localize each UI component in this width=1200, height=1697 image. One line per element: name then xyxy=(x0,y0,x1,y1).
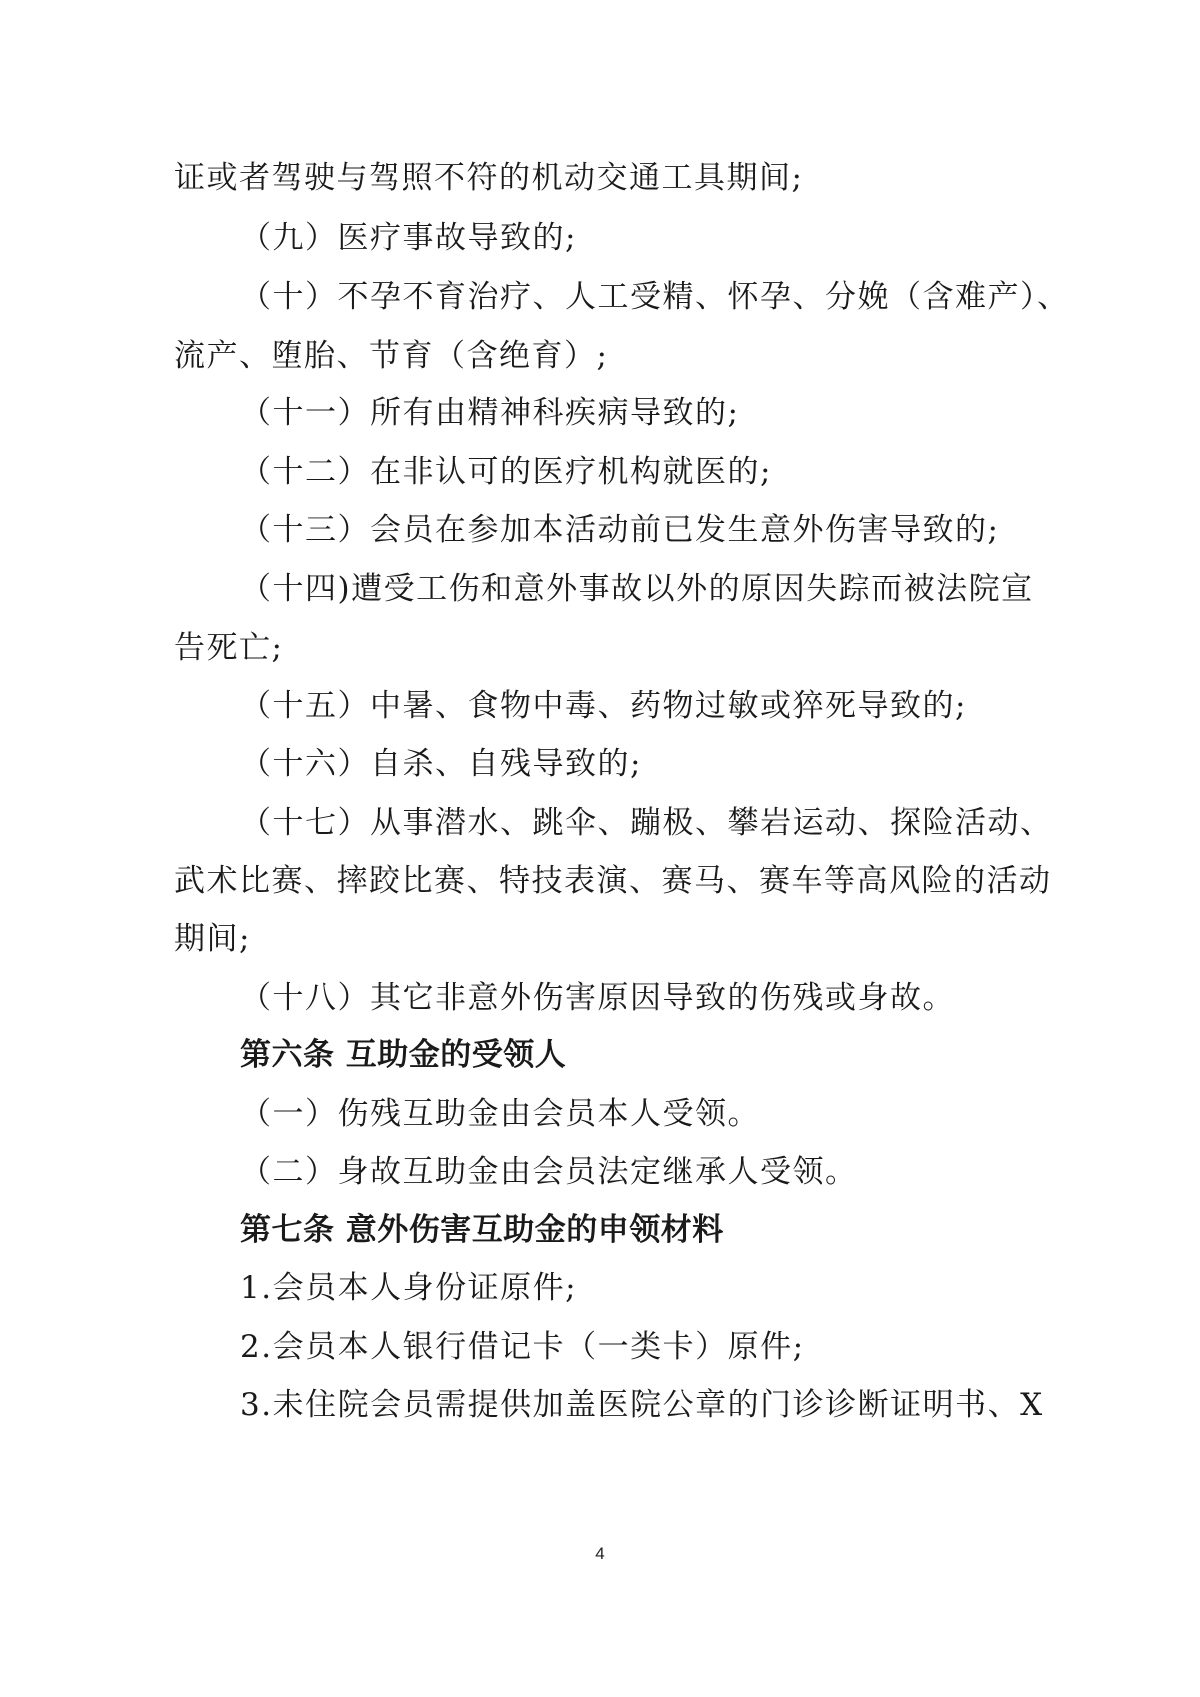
text-line-9: 告死亡; xyxy=(174,630,284,666)
page-number: 4 xyxy=(595,1544,605,1563)
text-line-10: （十五）中暑、食物中毒、药物过敏或猝死导致的; xyxy=(240,688,967,724)
text-line-2: （九）医疗事故导致的; xyxy=(240,220,577,256)
text-line-8: （十四)遭受工伤和意外事故以外的原因失踪而被法院宣 xyxy=(240,571,1034,607)
text-line-12: （十七）从事潜水、跳伞、蹦极、攀岩运动、探险活动、 xyxy=(240,805,1053,841)
text-line-21: 2.会员本人银行借记卡（一类卡）原件; xyxy=(240,1329,805,1365)
text-line-7: （十三）会员在参加本活动前已发生意外伤害导致的; xyxy=(240,512,1000,548)
section-heading-7: 第七条 意外伤害互助金的申领材料 xyxy=(240,1212,724,1248)
text-line-6: （十二）在非认可的医疗机构就医的; xyxy=(240,454,772,490)
text-line-22: 3.未住院会员需提供加盖医院公章的门诊诊断证明书、X xyxy=(240,1387,1044,1423)
text-line-1: 证或者驾驶与驾照不符的机动交通工具期间; xyxy=(174,160,804,196)
text-line-4: 流产、堕胎、节育（含绝育）; xyxy=(174,338,609,374)
text-line-13: 武术比赛、摔跤比赛、特技表演、赛马、赛车等高风险的活动 xyxy=(174,863,1052,899)
section-heading-6: 第六条 互助金的受领人 xyxy=(240,1037,567,1073)
text-line-20: 1.会员本人身份证原件; xyxy=(240,1270,578,1306)
text-line-15: （十八）其它非意外伤害原因导致的伤残或身故。 xyxy=(240,980,955,1016)
text-line-18: （二）身故互助金由会员法定继承人受领。 xyxy=(240,1154,858,1190)
text-line-11: （十六）自杀、自残导致的; xyxy=(240,746,642,782)
text-line-14: 期间; xyxy=(174,921,251,957)
text-line-3: （十）不孕不育治疗、人工受精、怀孕、分娩（含难产）、 xyxy=(240,279,1070,315)
text-line-17: （一）伤残互助金由会员本人受领。 xyxy=(240,1096,760,1132)
text-line-5: （十一）所有由精神科疾病导致的; xyxy=(240,395,740,431)
